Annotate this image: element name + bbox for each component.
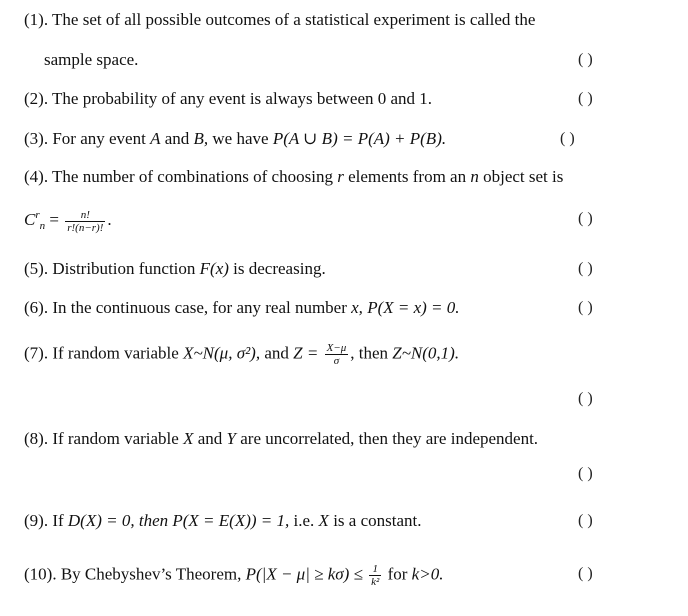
formula: D(X) = 0, then P(X = E(X)) = 1,	[67, 511, 290, 530]
answer-blank-7[interactable]: ( )	[578, 390, 593, 407]
standardization-fraction: $\frac{X-\mu}{\sigma}$	[326, 342, 347, 367]
answer-blank-2[interactable]: ( )	[578, 90, 593, 107]
question-3: (3). For any event A and B, we have P(A ∪ B) = P(A) + P(B).	[24, 129, 447, 148]
question-1-line-1: (1). The set of all possible outcomes of a statistical experiment is called the	[24, 10, 536, 29]
combination-fraction: $\frac{n!}{r!(n-r)!}$	[67, 208, 104, 234]
answer-blank-3[interactable]: ( )	[560, 130, 575, 147]
answer-blank-5[interactable]: ( )	[578, 260, 593, 277]
formula: P(|X − μ| ≥ kσ) ≤	[245, 564, 363, 584]
question-9: (9). If D(X) = 0, then P(X = E(X)) = 1, i.e. X is a constant.	[24, 511, 422, 530]
question-6: (6). In the continuous case, for any real number x, P(X = x) = 0.	[24, 298, 460, 317]
formula: P(A ∪ B) = P(A) + P(B).	[272, 129, 447, 148]
question-1-line-2: sample space.	[44, 50, 139, 69]
question-4-formula: $C^r_n$ = $\frac{n!}{r!(n-r)!}$ .	[24, 208, 112, 234]
formula: P(X = x) = 0.	[367, 298, 460, 317]
question-7: (7). If random variable X~N(μ, σ²), and Z = $\frac{X-\mu}{\sigma}$ , then Z~N(0,1).	[24, 342, 460, 367]
answer-blank-6[interactable]: ( )	[578, 299, 593, 316]
answer-blank-8[interactable]: ( )	[578, 465, 593, 482]
question-number: (1).	[24, 10, 49, 29]
question-8: (8). If random variable X and Y are uncorrelated, then they are independent.	[24, 429, 539, 448]
answer-blank-9[interactable]: ( )	[578, 512, 593, 529]
question-2: (2). The probability of any event is always between 0 and 1.	[24, 89, 433, 108]
question-4-line-1: (4). The number of combinations of choosing r elements from an n object set is	[24, 167, 564, 186]
answer-blank-1[interactable]: ( )	[578, 51, 593, 68]
question-10: (10). By Chebyshev’s Theorem, P(|X − μ| ≥ kσ) ≤ $\frac{1}{\text{k²}}$ for k>0.	[24, 563, 444, 588]
question-5: (5). Distribution function F(x) is decreasing.	[24, 259, 326, 278]
chebyshev-fraction: $\frac{1}{\text{k²}}$	[371, 563, 380, 588]
answer-blank-4[interactable]: ( )	[578, 210, 593, 227]
answer-blank-10[interactable]: ( )	[578, 565, 593, 582]
